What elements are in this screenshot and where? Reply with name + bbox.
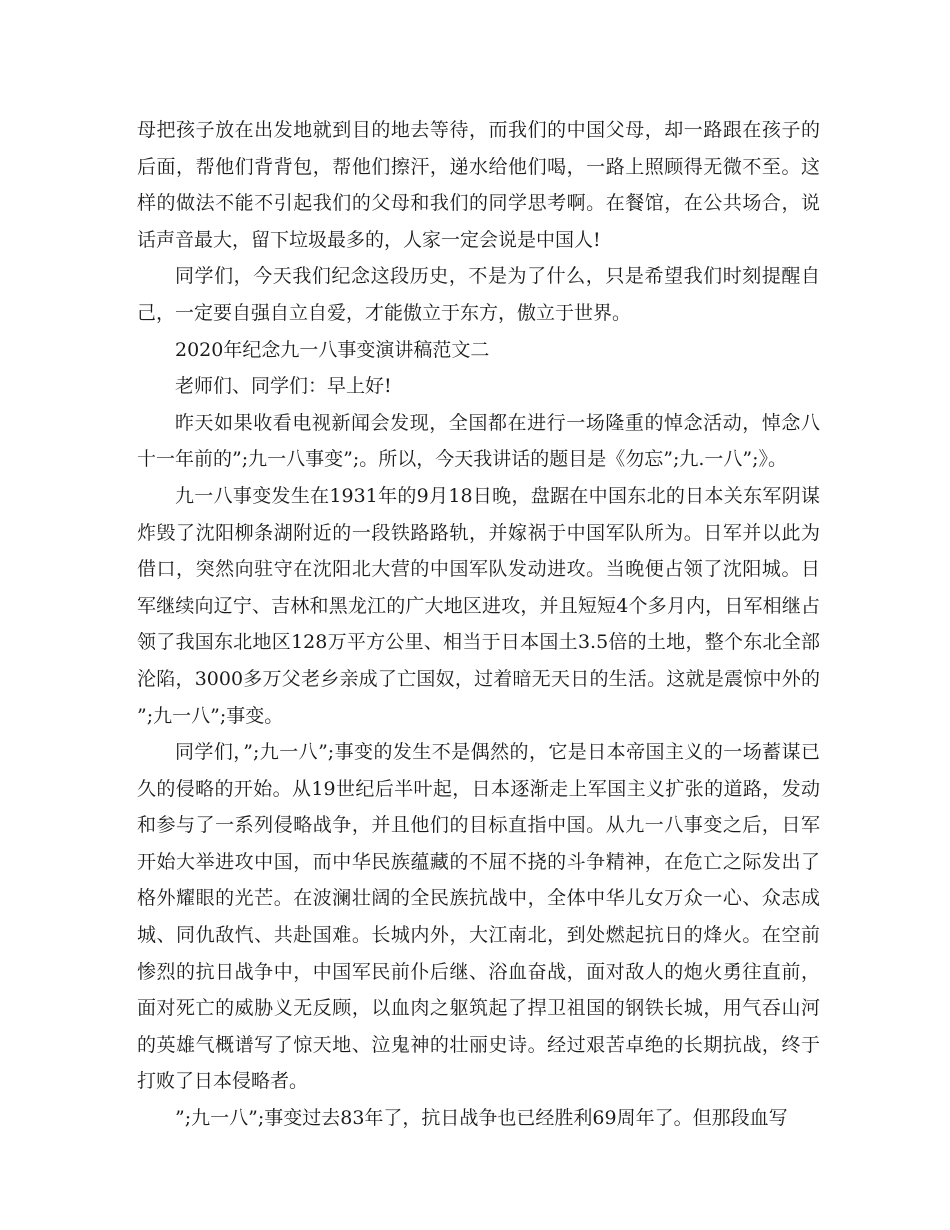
speech-title: 2020年纪念九一八事变演讲稿范文二 xyxy=(175,338,490,361)
greeting: 老师们、同学们：早上好! xyxy=(175,375,392,398)
paragraph-7: 同学们，”;九一八”;事变的发生不是偶然的，它是日本帝国主义的一场蓄谋已久的侵略的开始。从19世纪后半叶起，日本逐渐走上军国主义扩张的道路，发动和参与了一系列侵略战争，并且他们的目标直指中国。从九一八事变之后，日军开始大举进攻中国，而中华民族蕴藏的不屈不挠的斗争精神，在危亡之际发出了格外耀眼的光芒。在波澜壮阔的全民族抗战中，全体中华儿女万众一心、众志成城、同仇敌忾、共赴国难。长城内外，大江南北，到处燃起抗日的烽火。在空前惨烈的抗日战争中，中国军民前仆后继、浴血奋战，面对敌人的炮火勇往直前，面对死亡的威胁义无反顾，以血肉之躯筑起了捍卫祖国的钢铁长城，用气吞山河的英雄气概谱写了惊天地、泣鬼神的壮丽史诗。经过艰苦卓绝的长期抗战，终于打败了日本侵略者。 xyxy=(137,741,820,1093)
paragraph-5: 昨天如果收看电视新闻会发现，全国都在进行一场隆重的悼念活动，悼念八十一年前的”;九一八事变”;。所以，今天我讲话的题目是《勿忘”;九.一八”;》。 xyxy=(137,411,820,471)
paragraph-1: 母把孩子放在出发地就到目的地去等待，而我们的中国父母，却一路跟在孩子的后面，帮他们背背包，帮他们擦汗，递水给他们喝，一路上照顾得无微不至。这样的做法不能不引起我们的父母和我们的同学思考啊。在餐馆，在公共场合，说话声音最大，留下垃圾最多的，人家一定会说是中国人! xyxy=(137,119,820,251)
paragraph-8: ”;九一八”;事变过去83年了，抗日战争也已经胜利69周年了。但那段血写 xyxy=(175,1107,788,1130)
paragraph-6: 九一八事变发生在1931年的9月18日晚，盘踞在中国东北的日本关东军阴谋炸毁了沈阳柳条湖附近的一段铁路路轨，并嫁祸于中国军队所为。日军并以此为借口，突然向驻守在沈阳北大营的中国军队发动进攻。当晚便占领了沈阳城。日军继续向辽宁、吉林和黑龙江的广大地区进攻，并且短短4个多月内，日军相继占领了我国东北地区128万平方公里、相当于日本国土3.5倍的土地，整个东北全部沦陷，3000多万父老乡亲成了亡国奴，过着暗无天日的生活。这就是震惊中外的”;九一八”;事变。 xyxy=(137,484,820,727)
paragraph-2: 同学们，今天我们纪念这段历史，不是为了什么，只是希望我们时刻提醒自己，一定要自强自立自爱，才能傲立于东方，傲立于世界。 xyxy=(137,265,820,324)
